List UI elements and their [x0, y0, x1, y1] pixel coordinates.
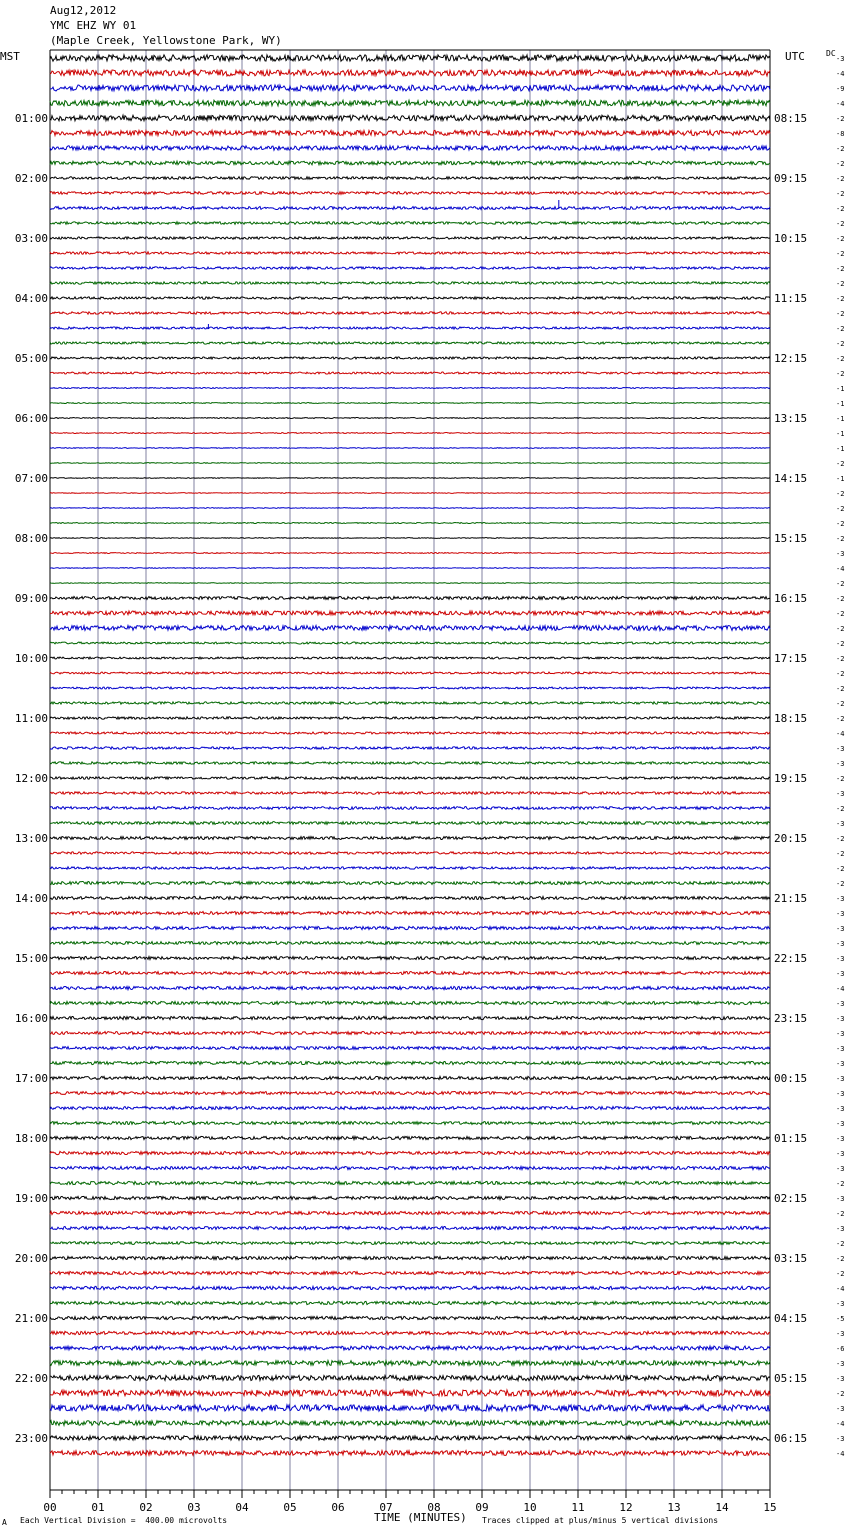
trace-row — [50, 1076, 770, 1079]
dc-offset-label: -2 — [836, 295, 845, 303]
dc-offset-label: -3 — [836, 1405, 845, 1413]
trace-row — [50, 747, 770, 749]
trace-row — [50, 222, 770, 225]
dc-offset-label: -1 — [836, 475, 845, 483]
trace-row — [50, 1256, 770, 1259]
utc-hour-label: 05:15 — [774, 1372, 808, 1385]
trace-row — [50, 583, 770, 584]
dc-offset-label: -1 — [836, 400, 845, 408]
trace-row — [50, 100, 770, 106]
dc-offset-label: -2 — [836, 835, 845, 843]
dc-offset-label: -2 — [836, 1390, 845, 1398]
utc-hour-label: 09:15 — [774, 172, 808, 185]
location-label: (Maple Creek, Yellowstone Park, WY) — [50, 34, 282, 47]
utc-hour-label: 18:15 — [774, 712, 808, 725]
x-tick-label: 08 — [427, 1501, 441, 1514]
trace-row — [50, 597, 770, 600]
x-tick-label: 12 — [619, 1501, 633, 1514]
utc-hour-label: 02:15 — [774, 1192, 808, 1205]
date-label: Aug12,2012 — [50, 4, 117, 17]
station-label: YMC EHZ WY 01 — [50, 19, 137, 32]
trace-row — [50, 837, 770, 840]
utc-hour-label: 11:15 — [774, 292, 808, 305]
dc-offset-label: -4 — [836, 565, 845, 573]
trace-row — [50, 762, 770, 764]
trace-row — [50, 388, 770, 389]
utc-hour-label: 22:15 — [774, 952, 808, 965]
dc-offset-label: -2 — [836, 655, 845, 663]
x-tick-label: 09 — [475, 1501, 489, 1514]
trace-row — [50, 553, 770, 554]
dc-offset-label: -3 — [836, 1135, 845, 1143]
trace-row — [50, 672, 770, 674]
dc-offset-label: -2 — [836, 160, 845, 168]
dc-offset-label: -1 — [836, 430, 845, 438]
mst-hour-label: 15:00 — [14, 952, 48, 965]
dc-offset-label: -2 — [836, 700, 845, 708]
trace-row — [50, 523, 770, 524]
dc-offset-label: -2 — [836, 805, 845, 813]
mst-hour-label: 02:00 — [14, 172, 48, 185]
dc-offset-label: -2 — [836, 685, 845, 693]
dc-offset-labels — [836, 55, 844, 1458]
x-tick-label: 07 — [379, 1501, 393, 1514]
trace-row — [50, 478, 770, 479]
mst-hour-label: 16:00 — [14, 1012, 48, 1025]
trace-row — [50, 897, 770, 900]
trace-row — [50, 342, 770, 344]
trace-row — [50, 115, 770, 121]
trace-row — [50, 1166, 770, 1169]
trace-row — [50, 372, 770, 374]
dc-offset-label: -2 — [836, 265, 845, 273]
dc-offset-label: -3 — [836, 910, 845, 918]
trace-row — [50, 867, 770, 869]
dc-offset-label: -2 — [836, 535, 845, 543]
dc-offset-label: -2 — [836, 235, 845, 243]
utc-hour-label: 21:15 — [774, 892, 808, 905]
dc-offset-label: -2 — [836, 715, 845, 723]
trace-row — [50, 1122, 770, 1125]
dc-offset-label: -2 — [836, 1180, 845, 1188]
utc-hour-label: 04:15 — [774, 1312, 808, 1325]
trace-row — [50, 687, 770, 689]
dc-offset-label: -4 — [836, 100, 845, 108]
dc-offset-label: -3 — [836, 790, 845, 798]
trace-row — [50, 1107, 770, 1110]
dc-offset-label: -2 — [836, 205, 845, 213]
trace-row — [50, 1181, 770, 1184]
dc-offset-label: -3 — [836, 1195, 845, 1203]
trace-row — [50, 957, 770, 960]
dc-offset-label: -9 — [836, 85, 845, 93]
trace-row — [50, 568, 770, 569]
utc-hour-label: 15:15 — [774, 532, 808, 545]
x-tick-label: 03 — [187, 1501, 201, 1514]
trace-row — [50, 882, 770, 885]
mst-hour-label: 22:00 — [14, 1372, 48, 1385]
utc-hour-label: 17:15 — [774, 652, 808, 665]
trace-row — [50, 1211, 770, 1214]
trace-row — [50, 1346, 770, 1350]
trace-row — [50, 1405, 770, 1411]
trace-row — [50, 282, 770, 284]
dc-offset-label: -3 — [836, 1150, 845, 1158]
dc-offset-label: -3 — [836, 1045, 845, 1053]
mst-axis-label: MST — [0, 50, 20, 63]
trace-row — [50, 642, 770, 644]
dc-offset-label: -3 — [836, 1300, 845, 1308]
clip-note: Traces clipped at plus/minus 5 vertical divisions — [482, 1516, 719, 1525]
utc-hour-label: 08:15 — [774, 112, 808, 125]
trace-row — [50, 1032, 770, 1035]
mst-hour-label: 21:00 — [14, 1312, 48, 1325]
trace-row — [50, 1390, 770, 1396]
mst-hour-label: 09:00 — [14, 592, 48, 605]
x-tick-label: 04 — [235, 1501, 249, 1514]
trace-row — [50, 327, 770, 329]
utc-hour-label: 06:15 — [774, 1432, 808, 1445]
trace-row — [50, 1316, 770, 1319]
mst-hour-label: 14:00 — [14, 892, 48, 905]
dc-offset-label: -8 — [836, 130, 845, 138]
utc-hour-label: 03:15 — [774, 1252, 808, 1265]
trace-row — [50, 403, 770, 404]
dc-offset-label: -2 — [836, 865, 845, 873]
trace-row — [50, 1286, 770, 1289]
dc-offset-label: -3 — [836, 1435, 845, 1443]
mst-hour-label: 17:00 — [14, 1072, 48, 1085]
trace-row — [50, 732, 770, 734]
dc-offset-label: -2 — [836, 640, 845, 648]
dc-offset-label: -3 — [836, 925, 845, 933]
x-tick-label: 05 — [283, 1501, 297, 1514]
utc-hour-label: 23:15 — [774, 1012, 808, 1025]
trace-row — [50, 911, 770, 914]
dc-offset-label: -3 — [836, 970, 845, 978]
utc-hour-label: 00:15 — [774, 1072, 808, 1085]
dc-offset-label: -3 — [836, 955, 845, 963]
trace-row — [50, 822, 770, 825]
trace-row — [50, 986, 770, 989]
scale-note: Each Vertical Division = 400.00 microvolts — [20, 1516, 228, 1525]
trace-row — [50, 807, 770, 810]
trace-row — [50, 1361, 770, 1366]
dc-offset-label: -5 — [836, 1315, 845, 1323]
x-tick-label: 11 — [571, 1501, 585, 1514]
dc-offset-label: -2 — [836, 625, 845, 633]
utc-hour-label: 14:15 — [774, 472, 808, 485]
trace-row — [50, 267, 770, 269]
x-tick-label: 14 — [715, 1501, 729, 1514]
dc-offset-label: -4 — [836, 1285, 845, 1293]
mst-hour-label: 12:00 — [14, 772, 48, 785]
trace-row — [50, 1331, 770, 1334]
dc-offset-label: -2 — [836, 460, 845, 468]
mst-hour-label: 06:00 — [14, 412, 48, 425]
trace-row — [50, 702, 770, 704]
trace-row — [50, 1375, 770, 1380]
dc-offset-label: -4 — [836, 1450, 845, 1458]
dc-offset-label: -4 — [836, 985, 845, 993]
trace-row — [50, 177, 770, 180]
dc-offset-label: -3 — [836, 1330, 845, 1338]
trace-row — [50, 1092, 770, 1095]
dc-offset-label: -2 — [836, 370, 845, 378]
trace-row — [50, 1421, 770, 1426]
dc-offset-label: -4 — [836, 1420, 845, 1428]
utc-hour-label: 20:15 — [774, 832, 808, 845]
x-tick-label: 15 — [763, 1501, 777, 1514]
dc-offset-label: -2 — [836, 595, 845, 603]
trace-row — [50, 207, 770, 210]
trace-row — [50, 1226, 770, 1229]
utc-axis-label: UTC — [785, 50, 805, 63]
trace-row — [50, 1047, 770, 1050]
dc-offset-label: -2 — [836, 355, 845, 363]
trace-row — [50, 70, 770, 76]
dc-offset-label: -1 — [836, 415, 845, 423]
mst-hour-label: 18:00 — [14, 1132, 48, 1145]
x-tick-label: 10 — [523, 1501, 537, 1514]
trace-row — [50, 1271, 770, 1274]
trace-row — [50, 1136, 770, 1139]
dc-offset-label: -3 — [836, 1105, 845, 1113]
trace-row — [50, 717, 770, 719]
dc-offset-label: -1 — [836, 385, 845, 393]
trace-row — [50, 418, 770, 419]
x-tick-label: 06 — [331, 1501, 345, 1514]
dc-offset-label: -3 — [836, 1030, 845, 1038]
dc-offset-label: -2 — [836, 850, 845, 858]
trace-row — [50, 1301, 770, 1304]
dc-offset-label: -3 — [836, 1225, 845, 1233]
dc-offset-label: -3 — [836, 550, 845, 558]
mst-hour-label: 03:00 — [14, 232, 48, 245]
trace-row — [50, 611, 770, 615]
dc-offset-label: -3 — [836, 1165, 845, 1173]
trace-row — [50, 448, 770, 449]
seismic-traces — [50, 55, 770, 1456]
footer-mark: A — [2, 1518, 7, 1527]
dc-offset-label: -4 — [836, 70, 845, 78]
dc-offset-label: -3 — [836, 1060, 845, 1068]
trace-row — [50, 493, 770, 494]
dc-offset-label: -2 — [836, 190, 845, 198]
dc-offset-label: -3 — [836, 1375, 845, 1383]
dc-offset-label: -2 — [836, 775, 845, 783]
dc-offset-label: -3 — [836, 895, 845, 903]
mst-hour-label: 07:00 — [14, 472, 48, 485]
dc-offset-label: -3 — [836, 820, 845, 828]
dc-offset-label: -2 — [836, 115, 845, 123]
dc-label: DC — [826, 49, 836, 58]
x-tick-label: 01 — [91, 1501, 105, 1514]
dc-offset-label: -2 — [836, 670, 845, 678]
dc-offset-label: -2 — [836, 1255, 845, 1263]
trace-row — [50, 433, 770, 434]
dc-offset-label: -3 — [836, 1090, 845, 1098]
dc-offset-label: -3 — [836, 745, 845, 753]
dc-offset-label: -2 — [836, 520, 845, 528]
utc-hour-label: 19:15 — [774, 772, 808, 785]
trace-row — [50, 926, 770, 929]
mst-hour-label: 05:00 — [14, 352, 48, 365]
dc-offset-label: -2 — [836, 610, 845, 618]
utc-hour-label: 01:15 — [774, 1132, 808, 1145]
mst-hour-label: 08:00 — [14, 532, 48, 545]
trace-row — [50, 508, 770, 509]
dc-offset-label: -2 — [836, 175, 845, 183]
x-tick-label: 13 — [667, 1501, 681, 1514]
trace-row — [50, 161, 770, 165]
dc-offset-label: -3 — [836, 1015, 845, 1023]
x-tick-label: 02 — [139, 1501, 153, 1514]
dc-offset-label: -2 — [836, 880, 845, 888]
trace-row — [50, 538, 770, 539]
mst-hour-label: 11:00 — [14, 712, 48, 725]
trace-row — [50, 942, 770, 945]
trace-row — [50, 1016, 770, 1019]
event-markers — [208, 200, 558, 329]
dc-offset-label: -2 — [836, 1210, 845, 1218]
mst-hour-labels — [15, 112, 48, 1445]
trace-row — [50, 252, 770, 254]
dc-offset-label: -2 — [836, 340, 845, 348]
trace-row — [50, 657, 770, 659]
mst-hour-label: 13:00 — [14, 832, 48, 845]
dc-offset-label: -2 — [836, 1270, 845, 1278]
dc-offset-label: -3 — [836, 1000, 845, 1008]
trace-row — [50, 1436, 770, 1440]
utc-hour-label: 16:15 — [774, 592, 808, 605]
dc-offset-label: -2 — [836, 490, 845, 498]
trace-row — [50, 1061, 770, 1064]
dc-offset-label: -2 — [836, 310, 845, 318]
dc-offset-label: -3 — [836, 1120, 845, 1128]
trace-row — [50, 1196, 770, 1199]
mst-hour-label: 20:00 — [14, 1252, 48, 1265]
x-tick-label: 00 — [43, 1501, 57, 1514]
dc-offset-label: -2 — [836, 325, 845, 333]
trace-row — [50, 55, 770, 61]
trace-row — [50, 626, 770, 631]
trace-row — [50, 852, 770, 854]
trace-row — [50, 237, 770, 239]
dc-offset-label: -3 — [836, 760, 845, 768]
mst-hour-label: 23:00 — [14, 1432, 48, 1445]
dc-offset-label: -2 — [836, 220, 845, 228]
dc-offset-label: -3 — [836, 1075, 845, 1083]
dc-offset-label: -3 — [836, 55, 845, 63]
utc-hour-label: 10:15 — [774, 232, 808, 245]
trace-row — [50, 130, 770, 135]
trace-row — [50, 312, 770, 314]
mst-hour-label: 01:00 — [14, 112, 48, 125]
mst-hour-label: 19:00 — [14, 1192, 48, 1205]
dc-offset-label: -6 — [836, 1345, 845, 1353]
trace-row — [50, 192, 770, 195]
dc-offset-label: -2 — [836, 1240, 845, 1248]
dc-offset-label: -2 — [836, 280, 845, 288]
trace-row — [50, 1242, 770, 1245]
mst-hour-label: 04:00 — [14, 292, 48, 305]
trace-row — [50, 792, 770, 795]
trace-row — [50, 146, 770, 150]
dc-offset-label: -1 — [836, 445, 845, 453]
trace-row — [50, 1151, 770, 1154]
dc-offset-label: -3 — [836, 940, 845, 948]
mst-hour-label: 10:00 — [14, 652, 48, 665]
dc-offset-label: -2 — [836, 505, 845, 513]
dc-offset-label: -2 — [836, 580, 845, 588]
dc-offset-label: -2 — [836, 250, 845, 258]
utc-hour-label: 13:15 — [774, 412, 808, 425]
dc-offset-label: -4 — [836, 730, 845, 738]
x-axis-title: TIME (MINUTES) — [374, 1511, 467, 1524]
trace-row — [50, 972, 770, 975]
trace-row — [50, 1451, 770, 1456]
trace-row — [50, 1001, 770, 1004]
trace-row — [50, 357, 770, 359]
trace-row — [50, 777, 770, 779]
utc-hour-labels — [774, 112, 807, 1445]
utc-hour-label: 12:15 — [774, 352, 808, 365]
dc-offset-label: -2 — [836, 145, 845, 153]
trace-row — [50, 85, 770, 91]
dc-offset-label: -3 — [836, 1360, 845, 1368]
trace-row — [50, 297, 770, 299]
trace-row — [50, 463, 770, 464]
